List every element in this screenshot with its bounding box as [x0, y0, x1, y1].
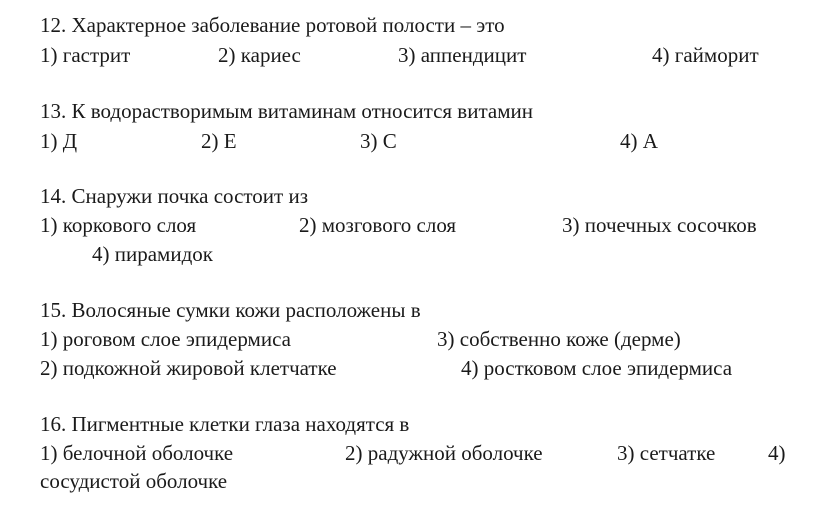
question-14-option-2: 2) мозгового слоя: [299, 213, 457, 237]
question-15-option-2: 2) подкожной жировой клетчатке: [40, 356, 337, 380]
question-15-option-3: 3) собственно коже (дерме): [437, 327, 681, 351]
question-14-option-1: 1) коркового слоя: [40, 213, 197, 237]
question-13-option-1: 1) Д: [40, 129, 78, 153]
question-13-option-3: 3) С: [360, 129, 397, 153]
question-12-text: 12. Характерное заболевание ротовой полости – это: [40, 13, 505, 37]
question-16-option-4-number: 4): [768, 441, 786, 465]
question-14-option-4: 4) пирамидок: [92, 242, 213, 266]
question-16-option-3: 3) сетчатке: [617, 441, 716, 465]
question-12-option-4: 4) гайморит: [652, 43, 759, 67]
question-13-option-4: 4) А: [620, 129, 658, 153]
question-14-option-3: 3) почечных сосочков: [562, 213, 757, 237]
question-13-option-2: 2) Е: [201, 129, 237, 153]
question-15-option-1: 1) роговом слое эпидермиса: [40, 327, 291, 351]
question-12-option-1: 1) гастрит: [40, 43, 131, 67]
question-16-text: 16. Пигментные клетки глаза находятся в: [40, 412, 410, 436]
question-16-option-4-text: сосудистой оболочке: [40, 469, 228, 493]
question-12-option-2: 2) кариес: [218, 43, 301, 67]
question-16-option-1: 1) белочной оболочке: [40, 441, 234, 465]
question-12-option-3: 3) аппендицит: [398, 43, 527, 67]
question-16-option-2: 2) радужной оболочке: [345, 441, 543, 465]
question-13-text: 13. К водорастворимым витаминам относится витамин: [40, 99, 533, 123]
question-15-option-4: 4) ростковом слое эпидермиса: [461, 356, 733, 380]
question-15-text: 15. Волосяные сумки кожи расположены в: [40, 298, 421, 322]
question-14-text: 14. Снаружи почка состоит из: [40, 184, 308, 208]
